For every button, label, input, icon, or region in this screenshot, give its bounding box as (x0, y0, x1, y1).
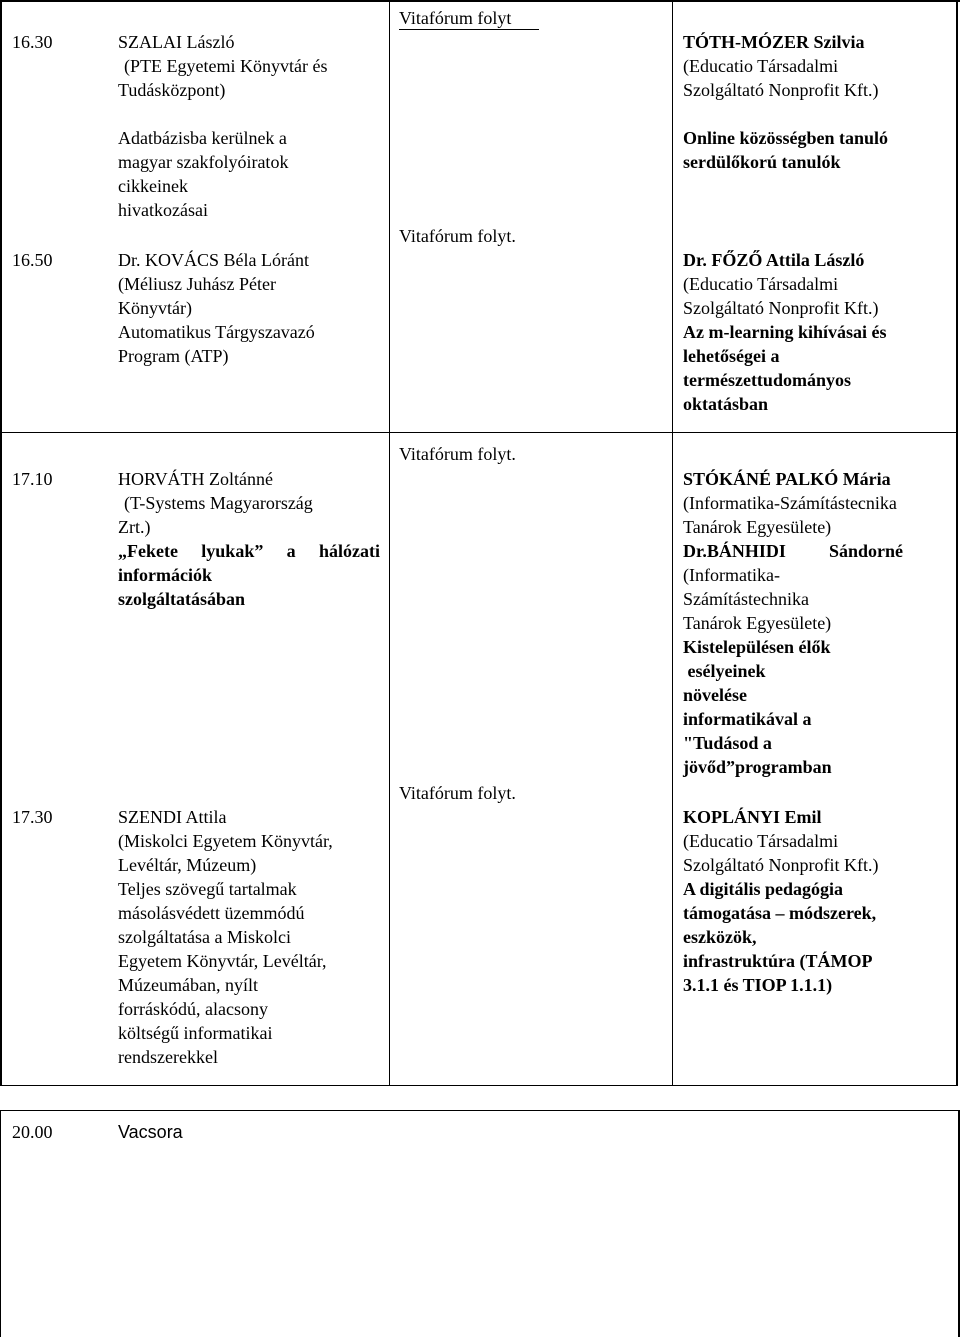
discussion-note: Vitafórum folyt. (399, 226, 516, 246)
speaker-affiliation: Szolgáltató Nonprofit Kft.) (683, 80, 879, 100)
speaker-affiliation: Szolgáltató Nonprofit Kft.) (683, 298, 879, 318)
footer-border-left (0, 1110, 1, 1337)
discussion-note: Vitafórum folyt. (399, 444, 516, 464)
speaker-affiliation: (Miskolci Egyetem Könyvtár, (118, 831, 333, 851)
talk-title: növelése (683, 685, 747, 705)
talk-title: infrastruktúra (TÁMOP (683, 951, 873, 971)
talk-title: költségű informatikai (118, 1023, 273, 1043)
talk-title: 3.1.1 és TIOP 1.1.1) (683, 975, 833, 995)
talk-title: információk (118, 565, 212, 585)
speaker-name: HORVÁTH Zoltánné (118, 469, 274, 489)
session-content (118, 30, 380, 222)
talk-title: támogatása – módszerek, (683, 903, 877, 923)
talk-title: másolásvédett üzemmódú (118, 903, 305, 923)
talk-title: hivatkozásai (118, 200, 208, 220)
table-border-top (0, 0, 960, 2)
speaker-affiliation: (Informatika- (683, 565, 780, 585)
talk-1 (683, 30, 953, 174)
talk-title: Múzeumában, nyílt (118, 975, 258, 995)
talk-title: esélyeinek (683, 661, 766, 681)
talk-title: Adatbázisba kerülnek a (118, 128, 287, 148)
speaker-name: Dr. FŐZŐ Attila László (683, 250, 865, 270)
talk-title: Egyetem Könyvtár, Levéltár, (118, 951, 327, 971)
dinner-label: Vacsora (118, 1122, 183, 1142)
discussion-note: Vitafórum folyt. (399, 783, 516, 803)
talk-title: A digitális pedagógia (683, 879, 844, 899)
speaker-affiliation: (Méliusz Juhász Péter (118, 274, 276, 294)
talk-title: természettudományos (683, 370, 851, 390)
column-divider-2 (672, 0, 673, 1086)
session-time: 16.50 (12, 250, 53, 270)
session-content (118, 248, 380, 368)
speaker-name: KOPLÁNYI Emil (683, 807, 822, 827)
talk-title: Kistelepülésen élők (683, 637, 831, 657)
speaker-name: SZALAI László (118, 32, 235, 52)
talk-title: Teljes szövegű tartalmak (118, 879, 297, 899)
session-content (118, 467, 380, 611)
talk-3 (683, 467, 953, 779)
speaker-affiliation: (Educatio Társadalmi (683, 274, 839, 294)
session-time: 16.30 (12, 32, 53, 52)
talk-title: Automatikus Tárgyszavazó (118, 322, 315, 342)
session-time: 17.10 (12, 469, 53, 489)
speaker-name: TÓTH-MÓZER Szilvia (683, 32, 865, 52)
talk-title: rendszerekkel (118, 1047, 218, 1067)
speaker-affiliation: (T-Systems Magyarország (124, 493, 313, 513)
talk-title: serdülőkorú tanulók (683, 152, 841, 172)
talk-title: "Tudásod a (683, 733, 772, 753)
talk-title: Online közösségben tanuló (683, 128, 889, 148)
talk-title: szolgáltatásában (118, 589, 246, 609)
speaker-name: SZENDI Attila (118, 807, 227, 827)
dinner-time: 20.00 (12, 1122, 53, 1142)
speaker-affiliation: Tanárok Egyesülete) (683, 613, 832, 633)
speaker-name: STÓKÁNÉ PALKÓ Mária (683, 469, 891, 489)
discussion-underline (399, 29, 539, 30)
speaker-name: Dr. KOVÁCS Béla Lóránt (118, 250, 309, 270)
row-divider-1 (0, 432, 958, 433)
talk-title: „Fekete lyukak” a hálózati (118, 541, 380, 561)
speaker-affiliation: (PTE Egyetemi Könyvtár és (124, 56, 328, 76)
talk-title: magyar szakfolyóiratok (118, 152, 289, 172)
speaker-affiliation: Tanárok Egyesülete) (683, 517, 832, 537)
speaker-affiliation: Könyvtár) (118, 298, 192, 318)
speaker-affiliation: Tudásközpont) (118, 80, 226, 100)
session-time: 17.30 (12, 807, 53, 827)
talk-title: Az m-learning kihívásai és (683, 322, 887, 342)
table-border-bottom (0, 1085, 958, 1086)
talk-4 (683, 805, 953, 997)
talk-title: eszközök, (683, 927, 757, 947)
talk-title: Program (ATP) (118, 346, 229, 366)
footer-border-top (0, 1110, 960, 1111)
talk-2 (683, 248, 953, 416)
speaker-affiliation: Szolgáltató Nonprofit Kft.) (683, 855, 879, 875)
column-divider-1 (389, 0, 390, 1086)
session-content (118, 805, 380, 1069)
talk-title: szolgáltatása a Miskolci (118, 927, 291, 947)
talk-title: oktatásban (683, 394, 769, 414)
talk-title: cikkeinek (118, 176, 188, 196)
speaker-affiliation: Zrt.) (118, 517, 151, 537)
speaker-affiliation: (Educatio Társadalmi (683, 56, 839, 76)
speaker-affiliation: (Educatio Társadalmi (683, 831, 839, 851)
speaker-affiliation: Levéltár, Múzeum) (118, 855, 257, 875)
speaker-affiliation: (Informatika-Számítástecnika (683, 493, 897, 513)
speaker-name: Dr.BÁNHIDI Sándorné (683, 541, 903, 561)
talk-title: informatikával a (683, 709, 812, 729)
talk-title: forráskódú, alacsony (118, 999, 268, 1019)
talk-title: lehetőségei a (683, 346, 780, 366)
speaker-affiliation: Számítástechnika (683, 589, 809, 609)
discussion-note: Vitafórum folyt (399, 8, 512, 28)
table-border-right (956, 0, 958, 1086)
talk-title: jövőd”programban (683, 757, 832, 777)
table-border-left (0, 0, 2, 1086)
